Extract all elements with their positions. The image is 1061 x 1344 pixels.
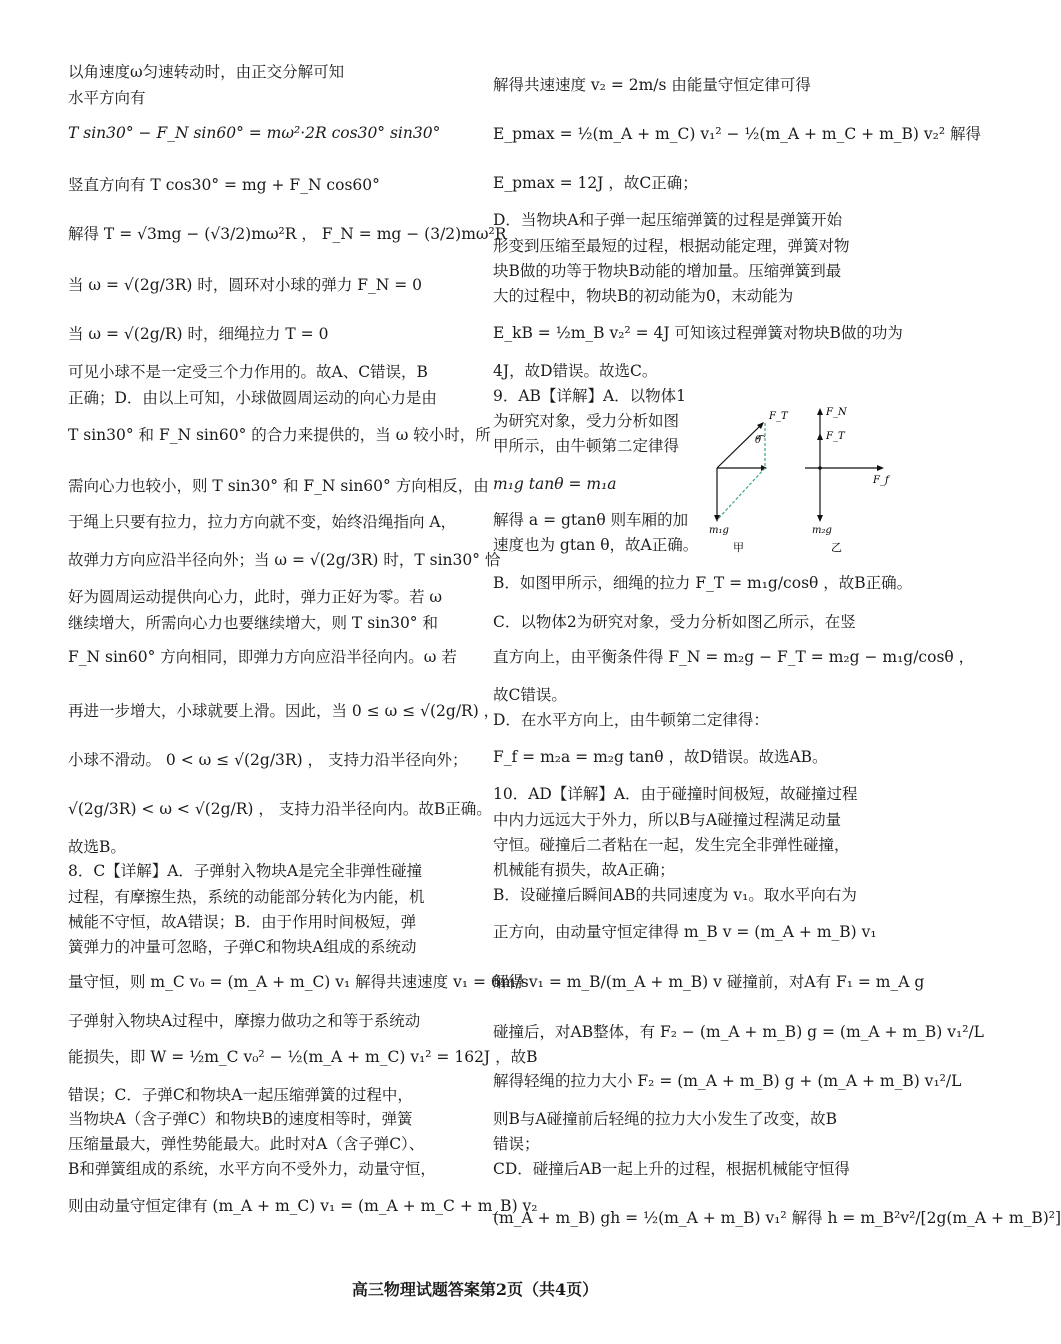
text-line: D．当物块A和子弹一起压缩弹簧的过程是弹簧开始: [493, 211, 843, 229]
text-line: B．如图甲所示，细绳的拉力 F_T = m₁g/cosθ ，故B正确。: [493, 574, 913, 592]
text-line: 速度也为 gtan θ，故A正确。: [493, 536, 699, 554]
text-line: 械能不守恒，故A错误；B．由于作用时间极短，弹: [68, 913, 417, 931]
force-diagram: [705, 403, 895, 558]
text-line: 块B做的功等于物块B动能的增加量。压缩弹簧到最: [493, 262, 842, 280]
m2g-label: m₂g: [812, 525, 832, 536]
text-line: 小球不滑动。 0 < ω ≤ √(2g/3R) ， 支持力沿半径向外；: [68, 751, 468, 769]
text-line: 错误；C．子弹C和物块A一起压缩弹簧的过程中，: [68, 1086, 413, 1104]
text-line: √(2g/3R) < ω < √(2g/R) ， 支持力沿半径向内。故B正确。: [68, 800, 492, 818]
text-line: 当物块A（含子弹C）和物块B的速度相等时，弹簧: [68, 1110, 413, 1128]
text-line: 当 ω = √(2g/3R) 时，圆环对小球的弹力 F_N = 0: [68, 276, 423, 294]
text-line: F_f = m₂a = m₂g tanθ ，故D错误。故选AB。: [493, 748, 828, 766]
text-line: 继续增大，所需向心力也要继续增大，则 T sin30° 和: [68, 614, 438, 632]
text-line: 碰撞后，对AB整体，有 F₂ − (m_A + m_B) g = (m_A + m_B) v₁²/L: [493, 1023, 984, 1041]
ft-label-jia: F_T: [769, 411, 788, 422]
text-line: 过程，有摩擦生热，系统的动能部分转化为内能，机: [68, 888, 425, 906]
text-line: T sin30° − F_N sin60° = mω²·2R cos30° sin30°: [68, 124, 441, 142]
ff-label: F_f: [873, 475, 889, 486]
text-line: 好为圆周运动提供向心力，此时，弹力正好为零。若 ω: [68, 588, 443, 606]
text-line: 于绳上只要有拉力，拉力方向就不变，始终沿绳指向 A，: [68, 513, 457, 531]
text-line: D．在水平方向上，由牛顿第二定律得：: [493, 711, 769, 729]
text-line: B．设碰撞后瞬间AB的共同速度为 v₁。取水平向右为: [493, 886, 857, 904]
text-line: 解得 T = √3mg − (√3/2)mω²R ， F_N = mg − (3/2)mω²R: [68, 225, 507, 243]
figure-label-yi: 乙: [831, 541, 842, 554]
text-line: 可见小球不是一定受三个力作用的。故A、C错误，B: [68, 363, 428, 381]
text-line: 正确；D．由以上可知，小球做圆周运动的向心力是由: [68, 389, 437, 407]
text-line: m₁g tanθ = m₁a: [493, 475, 617, 493]
text-line: 量守恒，则 m_C v₀ = (m_A + m_C) v₁ 解得共速速度 v₁ = 6m/s: [68, 973, 529, 991]
page-footer: 高三物理试题答案第2页（共4页）: [351, 1280, 599, 1299]
text-line: 则B与A碰撞前后轻绳的拉力大小发生了改变，故B: [493, 1110, 837, 1128]
text-line: E_kB = ½m_B v₂² = 4J 可知该过程弹簧对物块B做的功为: [493, 324, 903, 342]
text-line: 再进一步增大，小球就要上滑。因此，当 0 ≤ ω ≤ √(2g/R) ，: [68, 702, 500, 720]
text-line: T sin30° 和 F_N sin60° 的合力来提供的，当 ω 较小时，所: [68, 426, 491, 444]
text-line: 中内力远远大于外力，所以B与A碰撞过程满足动量: [493, 811, 842, 829]
text-line: 机械能有损失，故A正确；: [493, 861, 675, 879]
text-line: 解得 v₁ = m_B/(m_A + m_B) v 碰撞前，对A有 F₁ = m_A g: [493, 973, 925, 991]
text-line: C．以物体2为研究对象，受力分析如图乙所示，在竖: [493, 613, 856, 631]
text-line: 以角速度ω匀速转动时，由正交分解可知: [68, 63, 345, 81]
text-line: 需向心力也较小，则 T sin30° 和 F_N sin60° 方向相反，由: [68, 477, 489, 495]
text-line: 压缩量最大，弹性势能最大。此时对A（含子弹C）、: [68, 1135, 425, 1153]
ft-label-yi: F_T: [826, 431, 845, 442]
text-line: 甲所示，由牛顿第二定律得: [493, 437, 680, 455]
text-line: 解得共速速度 v₂ = 2m/s 由能量守恒定律可得: [493, 76, 811, 94]
text-line: E_pmax = ½(m_A + m_C) v₁² − ½(m_A + m_C + m_B) v₂² 解得: [493, 125, 981, 143]
text-line: 错误；: [493, 1135, 540, 1153]
text-line: 簧弹力的冲量可忽略，子弹C和物块A组成的系统动: [68, 938, 417, 956]
text-line: 子弹射入物块A过程中，摩擦力做功之和等于系统动: [68, 1012, 421, 1030]
text-line: 竖直方向有 T cos30° = mg + F_N cos60°: [68, 176, 380, 194]
text-line: 能损失，即 W = ½m_C v₀² − ½(m_A + m_C) v₁² = 162J ，故B: [68, 1048, 538, 1066]
text-line: 4J，故D错误。故选C。: [493, 362, 658, 380]
text-line: 则由动量守恒定律有 (m_A + m_C) v₁ = (m_A + m_C + m_B) v₂: [68, 1197, 538, 1215]
text-line: 故选B。: [68, 838, 126, 856]
text-line: 当 ω = √(2g/R) 时，细绳拉力 T = 0: [68, 325, 329, 343]
text-line: 10．AD【详解】A．由于碰撞时间极短，故碰撞过程: [493, 785, 858, 803]
text-line: 故C错误。: [493, 686, 567, 704]
text-line: 9．AB【详解】A．以物体1: [493, 387, 687, 405]
figure-label-jia: 甲: [733, 541, 744, 554]
text-line: CD．碰撞后AB一起上升的过程，根据机械能守恒得: [493, 1160, 850, 1178]
m1g-label: m₁g: [709, 525, 729, 536]
fn-label: F_N: [826, 407, 847, 418]
text-line: 正方向，由动量守恒定律得 m_B v = (m_A + m_B) v₁: [493, 923, 877, 941]
text-line: B和弹簧组成的系统，水平方向不受外力，动量守恒，: [68, 1160, 436, 1178]
text-line: (m_A + m_B) gh = ½(m_A + m_B) v₁² 解得 h = m_B²v²/[2g(m_A + m_B)²]: [493, 1209, 1061, 1227]
text-line: 直方向上，由平衡条件得 F_N = m₂g − F_T = m₂g − m₁g/cosθ ，: [493, 648, 975, 666]
text-line: 大的过程中，物块B的初动能为0，末动能为: [493, 287, 794, 305]
text-line: 解得轻绳的拉力大小 F₂ = (m_A + m_B) g + (m_A + m_B) v₁²/L: [493, 1072, 962, 1090]
text-line: F_N sin60° 方向相同，即弹力方向应沿半径向内。ω 若: [68, 648, 457, 666]
text-line: 形变到压缩至最短的过程，根据动能定理，弹簧对物: [493, 237, 850, 255]
theta-label: θ: [755, 435, 762, 446]
text-line: 8．C【详解】A．子弹射入物块A是完全非弹性碰撞: [68, 862, 423, 880]
text-line: E_pmax = 12J ，故C正确；: [493, 174, 698, 192]
text-line: 为研究对象，受力分析如图: [493, 412, 680, 430]
text-line: 守恒。碰撞后二者粘在一起，发生完全非弹性碰撞，: [493, 836, 850, 854]
text-line: 水平方向有: [68, 89, 146, 107]
text-line: 故弹力方向应沿半径向外；当 ω = √(2g/3R) 时，T sin30° 恰: [68, 551, 501, 569]
text-line: 解得 a = gtanθ 则车厢的加: [493, 511, 689, 529]
